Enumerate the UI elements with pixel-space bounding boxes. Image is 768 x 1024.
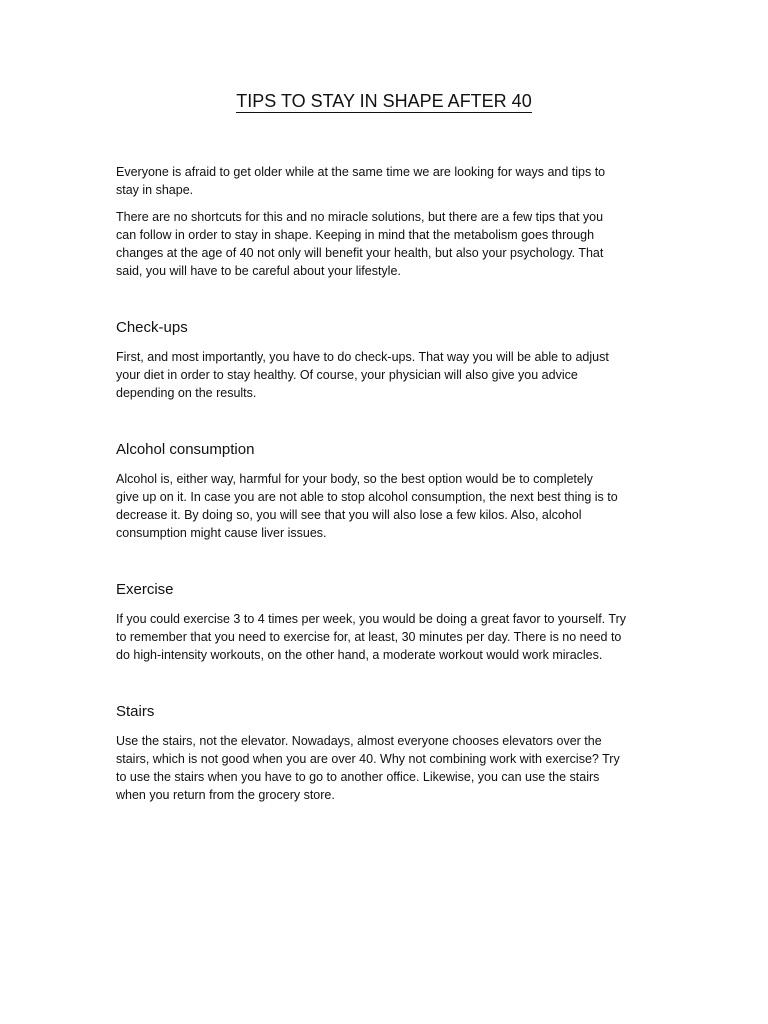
- paragraph-line: If you could exercise 3 to 4 times per week, you would be doing a great favor to yourself. Try: [116, 612, 626, 626]
- paragraph-line: changes at the age of 40 not only will benefit your health, but also your psychology. That: [116, 246, 604, 260]
- paragraph-line: to use the stairs when you have to go to another office. Likewise, you can use the stairs: [116, 770, 600, 784]
- paragraph-line: give up on it. In case you are not able to stop alcohol consumption, the next best thing is to: [116, 490, 618, 504]
- paragraph-line: when you return from the grocery store.: [116, 788, 335, 802]
- section-paragraph-checkups: [116, 348, 656, 402]
- section-heading-stairs: Stairs: [116, 703, 155, 720]
- paragraph-line: Use the stairs, not the elevator. Nowadays, almost everyone chooses elevators over the: [116, 734, 602, 748]
- section-paragraph-stairs: [116, 732, 656, 804]
- intro-paragraph: [116, 163, 656, 199]
- paragraph-line: consumption might cause liver issues.: [116, 526, 327, 540]
- paragraph-line: decrease it. By doing so, you will see that you will also lose a few kilos. Also, alcohol: [116, 508, 582, 522]
- paragraph-line: depending on the results.: [116, 386, 257, 400]
- section-heading-checkups: Check-ups: [116, 319, 188, 336]
- document-title-text: TIPS TO STAY IN SHAPE AFTER 40: [236, 91, 532, 111]
- paragraph-line: Everyone is afraid to get older while at the same time we are looking for ways and tips to: [116, 165, 606, 179]
- paragraph-line: do high-intensity workouts, on the other hand, a moderate workout would work miracles.: [116, 648, 603, 662]
- paragraph-line: First, and most importantly, you have to do check-ups. That way you will be able to adjust: [116, 350, 609, 364]
- paragraph-line: There are no shortcuts for this and no miracle solutions, but there are a few tips that you: [116, 210, 604, 224]
- document-title: [0, 89, 768, 113]
- intro-paragraph-2: [116, 208, 656, 280]
- paragraph-line: stairs, which is not good when you are over 40. Why not combining work with exercise? Try: [116, 752, 620, 766]
- paragraph-line: stay in shape.: [116, 183, 194, 197]
- section-paragraph-alcohol: [116, 470, 656, 542]
- paragraph-line: to remember that you need to exercise for, at least, 30 minutes per day. There is no need to: [116, 630, 622, 644]
- section-heading-alcohol: Alcohol consumption: [116, 441, 255, 458]
- paragraph-line: said, you will have to be careful about your lifestyle.: [116, 264, 401, 278]
- paragraph-line: can follow in order to stay in shape. Keeping in mind that the metabolism goes through: [116, 228, 595, 242]
- paragraph-line: Alcohol is, either way, harmful for your body, so the best option would be to completely: [116, 472, 593, 486]
- section-paragraph-exercise: [116, 610, 656, 664]
- paragraph-line: your diet in order to stay healthy. Of course, your physician will also give you advice: [116, 368, 578, 382]
- section-heading-exercise: Exercise: [116, 581, 174, 598]
